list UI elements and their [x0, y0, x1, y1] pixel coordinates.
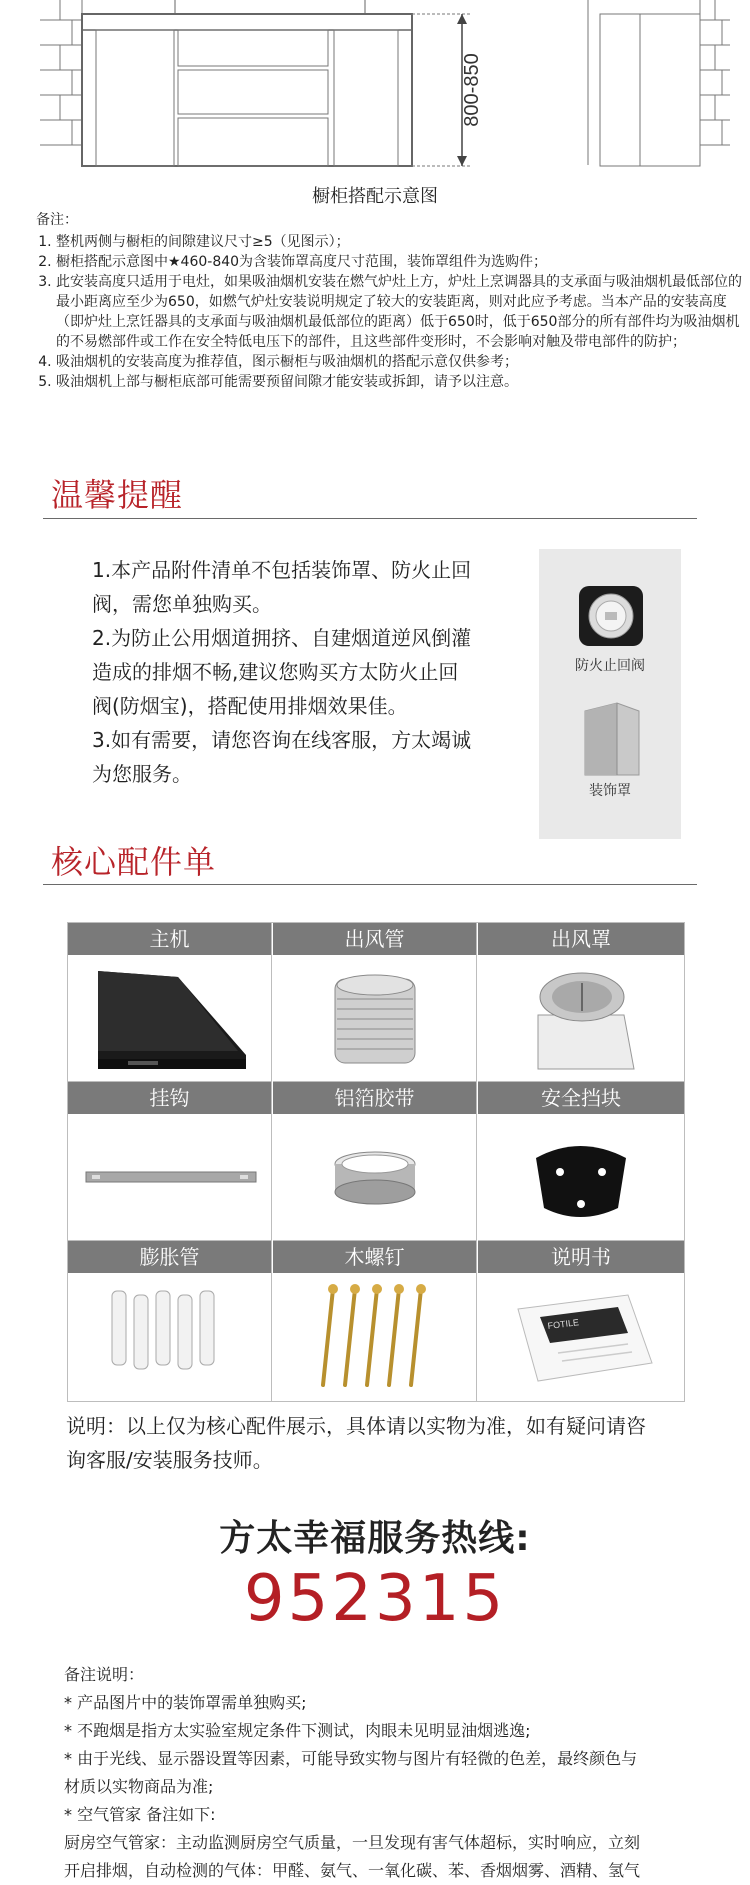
part-cell [68, 1241, 272, 1401]
remarks-line: * 产品图片中的装饰罩需单独购买; [64, 1693, 307, 1712]
safety-block-image [478, 1114, 682, 1241]
section-divider [43, 884, 697, 885]
reminder-line: 为您服务。 [92, 762, 192, 786]
part-cell [273, 1082, 477, 1241]
part-name: 出风管 [273, 923, 476, 955]
parts-note-line: 询客服/安装服务技师。 [66, 1448, 273, 1472]
part-name: 说明书 [478, 1241, 684, 1273]
fire-check-valve-image [575, 580, 647, 652]
part-name: 主机 [68, 923, 271, 955]
side-item-label: 防火止回阀 [575, 658, 645, 674]
reminder-line: 3.如有需要，请您咨询在线客服，方太竭诚 [92, 728, 472, 752]
part-cell [478, 923, 684, 1082]
parts-note-line: 说明：以上仅为核心配件展示，具体请以实物为准，如有疑问请咨 [66, 1414, 646, 1438]
remarks-line: * 空气管家 备注如下: [64, 1805, 216, 1824]
note-item: 1. 整机两侧与橱柜的间隙建议尺寸≥5（见图示）； [56, 232, 748, 252]
part-name: 铝箔胶带 [273, 1082, 476, 1114]
part-name: 出风罩 [478, 923, 684, 955]
part-cell [478, 1241, 684, 1401]
hook-image [68, 1114, 272, 1241]
part-cell [68, 923, 272, 1082]
parts-title: 核心配件单 [51, 843, 217, 881]
part-name: 木螺钉 [273, 1241, 476, 1273]
install-notes [36, 210, 748, 392]
remarks [64, 1661, 704, 1885]
reminder-line: 造成的排烟不畅,建议您购买方太防火止回 [92, 660, 459, 684]
dimension-label: 800-850 [461, 53, 483, 127]
wall-anchor-image [68, 1273, 272, 1400]
range-hood-image [68, 955, 272, 1082]
wood-screw-image [273, 1273, 477, 1400]
remarks-line: 厨房空气管家：主动监测厨房空气质量，一旦发现有害气体超标，实时响应，立刻 [64, 1833, 641, 1852]
part-name: 安全挡块 [478, 1082, 684, 1114]
exhaust-pipe-image [273, 955, 477, 1082]
hotline-number: 952315 [243, 1562, 507, 1636]
reminder-title: 温馨提醒 [51, 476, 184, 514]
remarks-line: 材质以实物商品为准; [64, 1777, 214, 1796]
section-divider [43, 518, 697, 519]
remarks-line: 备注说明： [64, 1665, 145, 1684]
decorative-cover-image [577, 697, 645, 777]
parts-note [66, 1409, 696, 1477]
manual-image [478, 1273, 682, 1400]
side-item-label: 装饰罩 [589, 783, 631, 799]
exhaust-hood-image [478, 955, 682, 1082]
remarks-line: * 由于光线、显示器设置等因素，可能导致实物与图片有轻微的色差，最终颜色与 [64, 1749, 638, 1768]
part-cell [273, 1241, 477, 1401]
part-cell [68, 1082, 272, 1241]
part-name: 挂钩 [68, 1082, 271, 1114]
note-item: 2. 橱柜搭配示意图中★460-840为含装饰罩高度尺寸范围，装饰罩组件为选购件； [56, 252, 748, 272]
note-item: 3. 此安装高度只适用于电灶，如果吸油烟机安装在燃气炉灶上方，炉灶上烹调器具的支承面与吸油烟机最低部位的最小距离应至少为650，如燃气炉灶安装说明规定了较大的安装距离，则对此应予考虑。当本产品的安装高度（即炉灶上烹饪器具的支承面与吸油烟机最低部位的距离）低于650时，低于650部分的所有部件均为吸油烟机的不易燃部件或工作在安全特低电压下的部件，且这些部件变形时，不会影响对触及带电部件的防护； [56, 272, 748, 352]
hotline-title: 方太幸福服务热线: [219, 1518, 531, 1559]
parts-grid [67, 922, 685, 1402]
note-item: 4. 吸油烟机的安装高度为推荐值，图示橱柜与吸油烟机的搭配示意仅供参考； [56, 352, 748, 372]
note-item: 5. 吸油烟机上部与橱柜底部可能需要预留间隙才能安装或拆卸，请予以注意。 [56, 372, 748, 392]
foil-tape-image [273, 1114, 477, 1241]
manual-brand: FOTILE [547, 1317, 580, 1331]
part-cell [273, 923, 477, 1082]
reminder-text [92, 553, 512, 791]
reminder-line: 2.为防止公用烟道拥挤、自建烟道逆风倒灌 [92, 626, 472, 650]
reminder-line: 1.本产品附件清单不包括装饰罩、防火止回 [92, 558, 472, 582]
reminder-line: 阀(防烟宝)，搭配使用排烟效果佳。 [92, 694, 408, 718]
remarks-line: 开启排烟，自动检测的气体：甲醛、氨气、一氧化碳、苯、香烟烟雾、酒精、氢气 [64, 1861, 641, 1880]
remarks-line: * 不跑烟是指方太实验室规定条件下测试，肉眼未见明显油烟逃逸; [64, 1721, 531, 1740]
reminder-line: 阀，需您单独购买。 [92, 592, 272, 616]
part-name: 膨胀管 [68, 1241, 271, 1273]
part-cell [478, 1082, 684, 1241]
diagram-caption: 橱柜搭配示意图 [312, 186, 438, 207]
notes-heading: 备注： [36, 212, 78, 228]
